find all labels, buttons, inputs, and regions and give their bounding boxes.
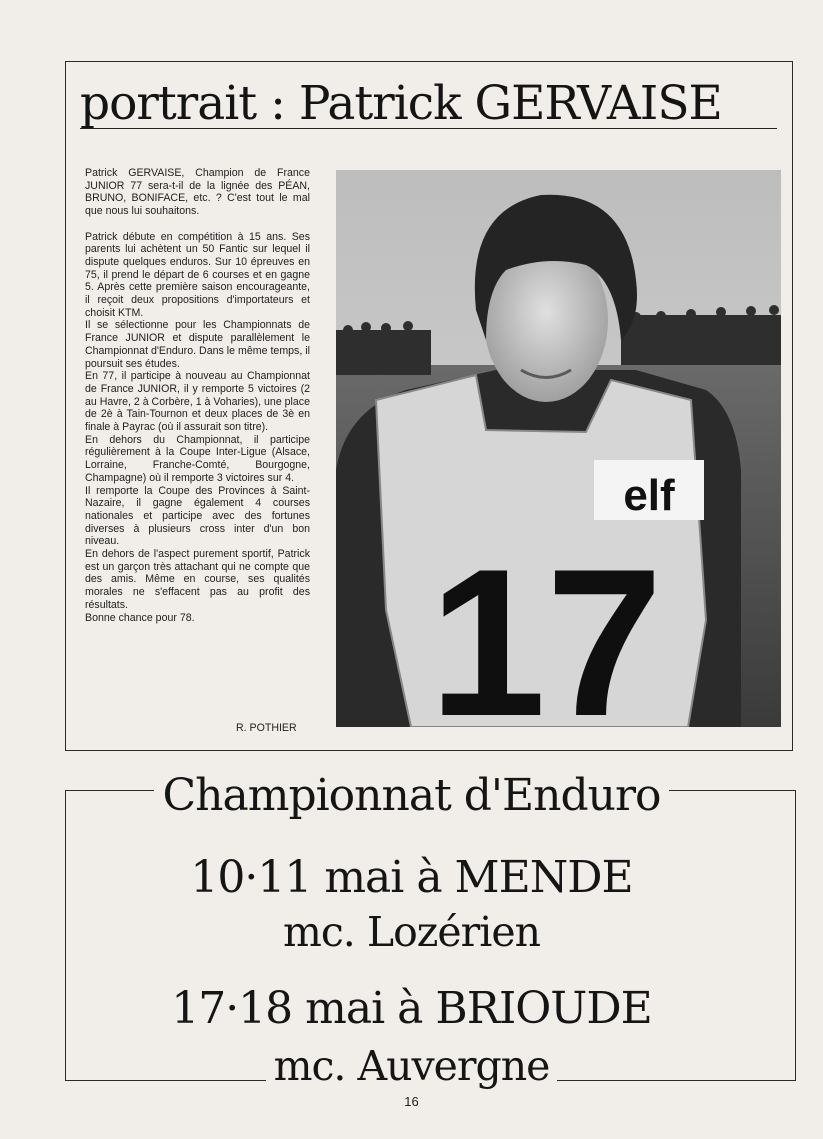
article-author: R. POTHIER <box>236 722 297 734</box>
paragraph: Il remporte la Coupe des Provinces à Saint-Nazaire, il gagne également 4 courses nationales et participe avec des fortunes diverses à plusieurs cross inter d'un bon niveau. <box>85 484 310 548</box>
event-2-club: mc. Auvergne <box>0 1042 823 1090</box>
title-underline <box>80 128 777 129</box>
race-number: 17 <box>429 525 663 727</box>
rider-photo <box>336 170 781 727</box>
paragraph: Patrick GERVAISE, Champion de France JUNIOR 77 sera-t-il de la lignée des PÉAN, BRUNO, BONIFACE, etc. ? C'est tout le mal que nous lui souhaitons. <box>85 167 310 218</box>
event-1-date: 10·11 mai à MENDE <box>190 852 633 903</box>
article-body <box>85 167 310 624</box>
vest-brand-logo: elf <box>623 471 675 520</box>
event-2-date: 17·18 mai à BRIOUDE <box>171 983 652 1034</box>
event-1-club: mc. Lozérien <box>282 908 541 956</box>
paragraph: En 77, il participe à nouveau au Championnat de France JUNIOR, il y remporte 5 victoires (2 au Havre, 2 à Corbère, 1 à Voharies), une place de 2è à Tain-Tournon et deux places de 3è en finale à Payrac (où il assurait son titre). <box>85 370 310 434</box>
paragraph: Bonne chance pour 78. <box>85 611 195 624</box>
paragraph: Patrick débute en compétition à 15 ans. Ses parents lui achètent un 50 Fantic sur lequel il dispute quelques enduros. Sur 10 épreuves en 75, il prend le départ de 6 courses et en gagne 5. Après cette première saison encourageante, il reçoit deux propositions d'importateurs et choisit KTM. <box>85 230 310 319</box>
paragraph: Il se sélectionne pour les Championnats de France JUNIOR et dispute parallèlement le Championnat d'Enduro. Dans le même temps, il poursuit ses études. <box>85 319 310 370</box>
page-number: 16 <box>404 1094 419 1109</box>
paragraph: En dehors du Championnat, il participe régulièrement à la Coupe Inter-Ligue (Alsace, Lorraine, Franche-Comté, Bourgogne, Champagne) où il remporte 3 victoires sur 4. <box>85 433 310 484</box>
announcement-heading: Championnat d'Enduro <box>0 770 823 821</box>
paragraph: En dehors de l'aspect purement sportif, Patrick est un garçon très attachant qui ne compte que des amis. Même en course, ses qualités morales ne s'effacent pas au profit des résultats. <box>85 548 310 611</box>
article-title: portrait : Patrick GERVAISE <box>80 76 722 131</box>
